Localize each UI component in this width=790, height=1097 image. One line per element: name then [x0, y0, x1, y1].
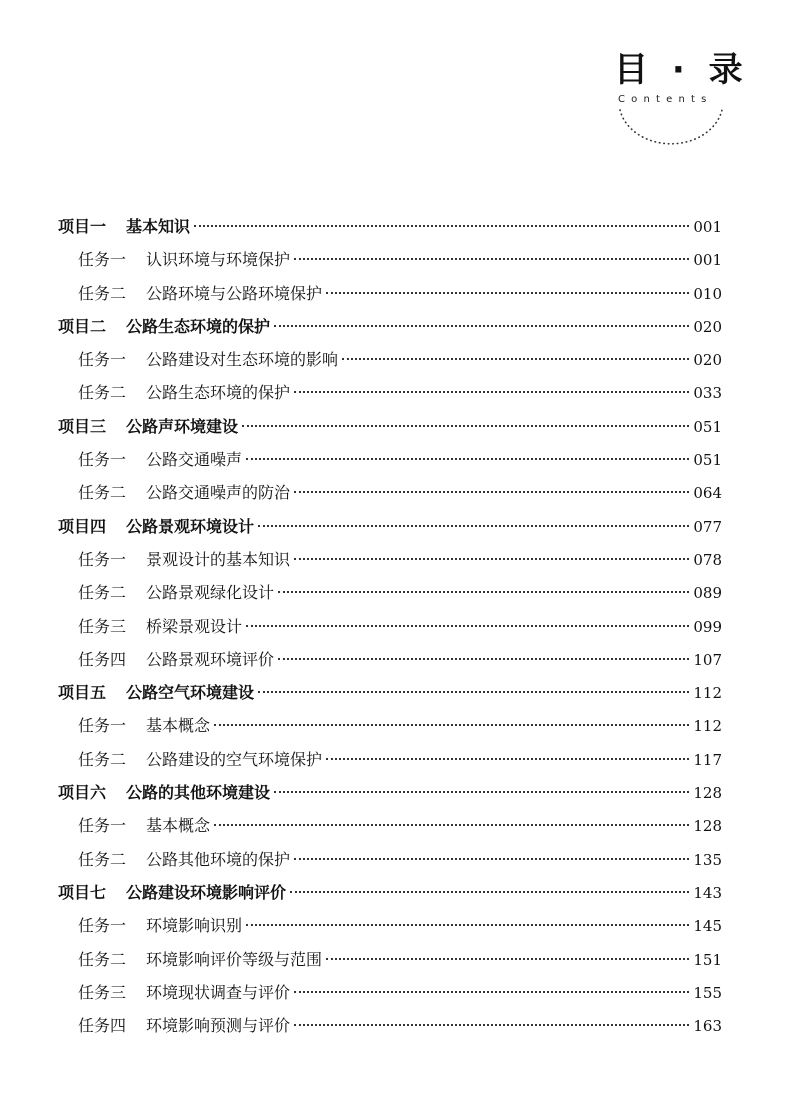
- toc-entry-number: 任务四: [78, 649, 127, 669]
- toc-task-entry[interactable]: [58, 343, 722, 376]
- toc-entry-label: [78, 943, 322, 976]
- toc-task-entry[interactable]: [58, 443, 722, 476]
- toc-entry-label: [78, 709, 210, 742]
- toc-task-entry[interactable]: [58, 809, 722, 842]
- dot-leader: [326, 958, 689, 960]
- dot-leader: [294, 391, 689, 393]
- dot-leader: [326, 292, 689, 294]
- toc-entry-title: 景观设计的基本知识: [146, 549, 291, 569]
- toc-entry-title: 公路的其他环境建设: [126, 783, 271, 803]
- toc-task-entry[interactable]: [58, 277, 722, 310]
- toc-entry-title: 公路声环境建设: [126, 416, 239, 436]
- toc-entry-label: [78, 610, 242, 643]
- toc-entry-number: 任务二: [78, 483, 127, 503]
- toc-page-number: 078: [693, 550, 722, 569]
- toc-entry-title: 公路环境与公路环境保护: [146, 283, 323, 303]
- toc-entry-number: 任务二: [78, 583, 127, 603]
- toc-page-number: 163: [693, 1017, 722, 1036]
- dot-leader: [246, 458, 689, 460]
- toc-page-number: 001: [693, 218, 722, 236]
- toc-project-entry[interactable]: [58, 410, 722, 443]
- toc-entry-number: 任务二: [78, 949, 127, 969]
- table-of-contents: [58, 210, 722, 1042]
- toc-page-number: 001: [693, 251, 722, 270]
- toc-page-number: 077: [693, 517, 722, 536]
- toc-entry-number: 任务一: [78, 549, 127, 569]
- toc-entry-title: 公路景观环境设计: [126, 516, 255, 536]
- toc-entry-label: [78, 909, 242, 942]
- toc-page-number: 020: [693, 351, 722, 370]
- toc-entry-number: 任务二: [78, 749, 127, 769]
- dot-leader: [278, 658, 689, 660]
- toc-page-number: 151: [693, 950, 722, 969]
- toc-project-entry[interactable]: [58, 776, 722, 809]
- toc-page-number: 128: [693, 817, 722, 836]
- toc-task-entry[interactable]: [58, 943, 722, 976]
- toc-entry-number: 项目三: [58, 416, 107, 436]
- toc-entry-title: 公路生态环境的保护: [146, 383, 291, 403]
- toc-entry-title: 公路其他环境的保护: [146, 849, 291, 869]
- dot-leader: [214, 824, 689, 826]
- toc-page-number: 143: [693, 883, 722, 902]
- toc-entry-title: 环境影响评价等级与范围: [146, 949, 323, 969]
- dot-leader: [194, 225, 689, 227]
- toc-entry-label: [58, 676, 254, 709]
- toc-entry-label: [58, 310, 270, 343]
- dot-leader: [294, 558, 689, 560]
- toc-entry-number: 任务一: [78, 350, 127, 370]
- toc-entry-number: 任务一: [78, 450, 127, 470]
- toc-task-entry[interactable]: [58, 743, 722, 776]
- toc-task-entry[interactable]: [58, 243, 722, 276]
- toc-entry-label: [58, 410, 238, 443]
- toc-entry-label: [78, 543, 290, 576]
- toc-project-entry[interactable]: [58, 876, 722, 909]
- toc-entry-label: [78, 843, 290, 876]
- toc-project-entry[interactable]: [58, 510, 722, 543]
- toc-entry-label: [78, 343, 338, 376]
- toc-entry-title: 公路建设环境影响评价: [126, 882, 287, 902]
- toc-page-number: 020: [693, 317, 722, 336]
- dot-leader: [294, 1024, 689, 1026]
- toc-entry-number: 任务二: [78, 383, 127, 403]
- toc-entry-label: [78, 743, 322, 776]
- toc-entry-label: [58, 210, 190, 243]
- dot-leader: [294, 991, 689, 993]
- toc-header: [608, 42, 749, 162]
- dot-leader: [246, 924, 689, 926]
- toc-entry-title: 基本概念: [146, 716, 211, 736]
- toc-entry-label: [78, 976, 290, 1009]
- toc-entry-number: 任务二: [78, 283, 127, 303]
- toc-entry-number: 项目二: [58, 316, 107, 336]
- dot-leader: [294, 858, 689, 860]
- toc-project-entry[interactable]: [58, 676, 722, 709]
- toc-page-number: 051: [693, 417, 722, 436]
- toc-page-number: 051: [693, 451, 722, 470]
- toc-task-entry[interactable]: [58, 1009, 722, 1042]
- dot-leader: [258, 525, 689, 527]
- toc-entry-label: [78, 243, 290, 276]
- toc-entry-number: 项目六: [58, 783, 107, 803]
- toc-page-number: 117: [693, 750, 722, 769]
- toc-entry-label: [58, 510, 254, 543]
- toc-entry-number: 任务四: [78, 1016, 127, 1036]
- toc-entry-title: 公路空气环境建设: [126, 683, 255, 703]
- toc-page-number: 099: [693, 617, 722, 636]
- dot-leader: [294, 491, 689, 493]
- dot-leader: [294, 258, 689, 260]
- toc-entry-number: 项目四: [58, 516, 107, 536]
- toc-entry-title: 环境影响识别: [146, 916, 243, 936]
- toc-task-entry[interactable]: [58, 843, 722, 876]
- toc-task-entry[interactable]: [58, 576, 722, 609]
- toc-entry-title: 环境现状调查与评价: [146, 982, 291, 1002]
- toc-task-entry[interactable]: [58, 976, 722, 1009]
- dot-leader: [214, 724, 689, 726]
- page-title: 目 · 录: [614, 50, 749, 90]
- toc-entry-title: 公路交通噪声: [146, 450, 243, 470]
- toc-page-number: 112: [693, 717, 722, 736]
- toc-entry-title: 环境影响预测与评价: [146, 1016, 291, 1036]
- toc-entry-title: 桥梁景观设计: [146, 616, 243, 636]
- toc-page-number: 135: [693, 850, 722, 869]
- toc-entry-title: 公路景观环境评价: [146, 649, 275, 669]
- toc-entry-number: 项目七: [58, 882, 107, 902]
- toc-entry-title: 公路建设的空气环境保护: [146, 749, 323, 769]
- toc-project-entry[interactable]: [58, 310, 722, 343]
- toc-entry-label: [58, 776, 270, 809]
- toc-task-entry[interactable]: [58, 376, 722, 409]
- toc-page-number: 064: [693, 484, 722, 503]
- dot-leader: [326, 758, 689, 760]
- dot-leader: [246, 625, 689, 627]
- toc-entry-title: 基本概念: [146, 816, 211, 836]
- toc-page-number: 112: [693, 684, 722, 703]
- toc-entry-label: [78, 809, 210, 842]
- toc-entry-label: [78, 277, 322, 310]
- toc-entry-label: [78, 1009, 290, 1042]
- toc-entry-title: 公路交通噪声的防治: [146, 483, 291, 503]
- toc-entry-label: [58, 876, 286, 909]
- dot-leader: [258, 691, 689, 693]
- toc-entry-number: 任务三: [78, 982, 127, 1002]
- toc-entry-title: 基本知识: [126, 217, 191, 236]
- toc-entry-number: 任务三: [78, 616, 127, 636]
- toc-entry-number: 任务一: [78, 916, 127, 936]
- toc-entry-title: 认识环境与环境保护: [146, 250, 291, 270]
- dot-leader: [242, 425, 689, 427]
- toc-entry-title: 公路景观绿化设计: [146, 583, 275, 603]
- dot-leader: [342, 358, 689, 360]
- dot-leader: [274, 325, 689, 327]
- toc-entry-number: 项目五: [58, 683, 107, 703]
- toc-page-number: 010: [693, 284, 722, 303]
- dot-leader: [290, 891, 689, 893]
- dotted-arc-decoration: [616, 108, 726, 152]
- toc-entry-number: 任务一: [78, 716, 127, 736]
- toc-task-entry[interactable]: [58, 610, 722, 643]
- toc-entry-title: 公路生态环境的保护: [126, 316, 271, 336]
- toc-entry-number: 项目一: [58, 217, 107, 236]
- toc-project-entry[interactable]: [58, 210, 722, 243]
- toc-task-entry[interactable]: [58, 476, 722, 509]
- page-subtitle: Contents: [618, 94, 713, 105]
- toc-entry-number: 任务二: [78, 849, 127, 869]
- toc-entry-label: [78, 643, 274, 676]
- toc-page-number: 145: [693, 917, 722, 936]
- toc-task-entry[interactable]: [58, 543, 722, 576]
- toc-entry-number: 任务一: [78, 250, 127, 270]
- toc-task-entry[interactable]: [58, 709, 722, 742]
- toc-entry-label: [78, 443, 242, 476]
- toc-page-number: 107: [693, 650, 722, 669]
- toc-task-entry[interactable]: [58, 909, 722, 942]
- toc-entry-label: [78, 376, 290, 409]
- toc-page-number: 089: [693, 584, 722, 603]
- toc-entry-label: [78, 576, 274, 609]
- dot-leader: [278, 591, 689, 593]
- toc-entry-label: [78, 476, 290, 509]
- toc-page-number: 033: [693, 384, 722, 403]
- dot-leader: [274, 791, 689, 793]
- toc-entry-title: 公路建设对生态环境的影响: [146, 350, 339, 370]
- toc-page-number: 155: [693, 983, 722, 1002]
- toc-page-number: 128: [693, 784, 722, 803]
- toc-entry-number: 任务一: [78, 816, 127, 836]
- toc-task-entry[interactable]: [58, 643, 722, 676]
